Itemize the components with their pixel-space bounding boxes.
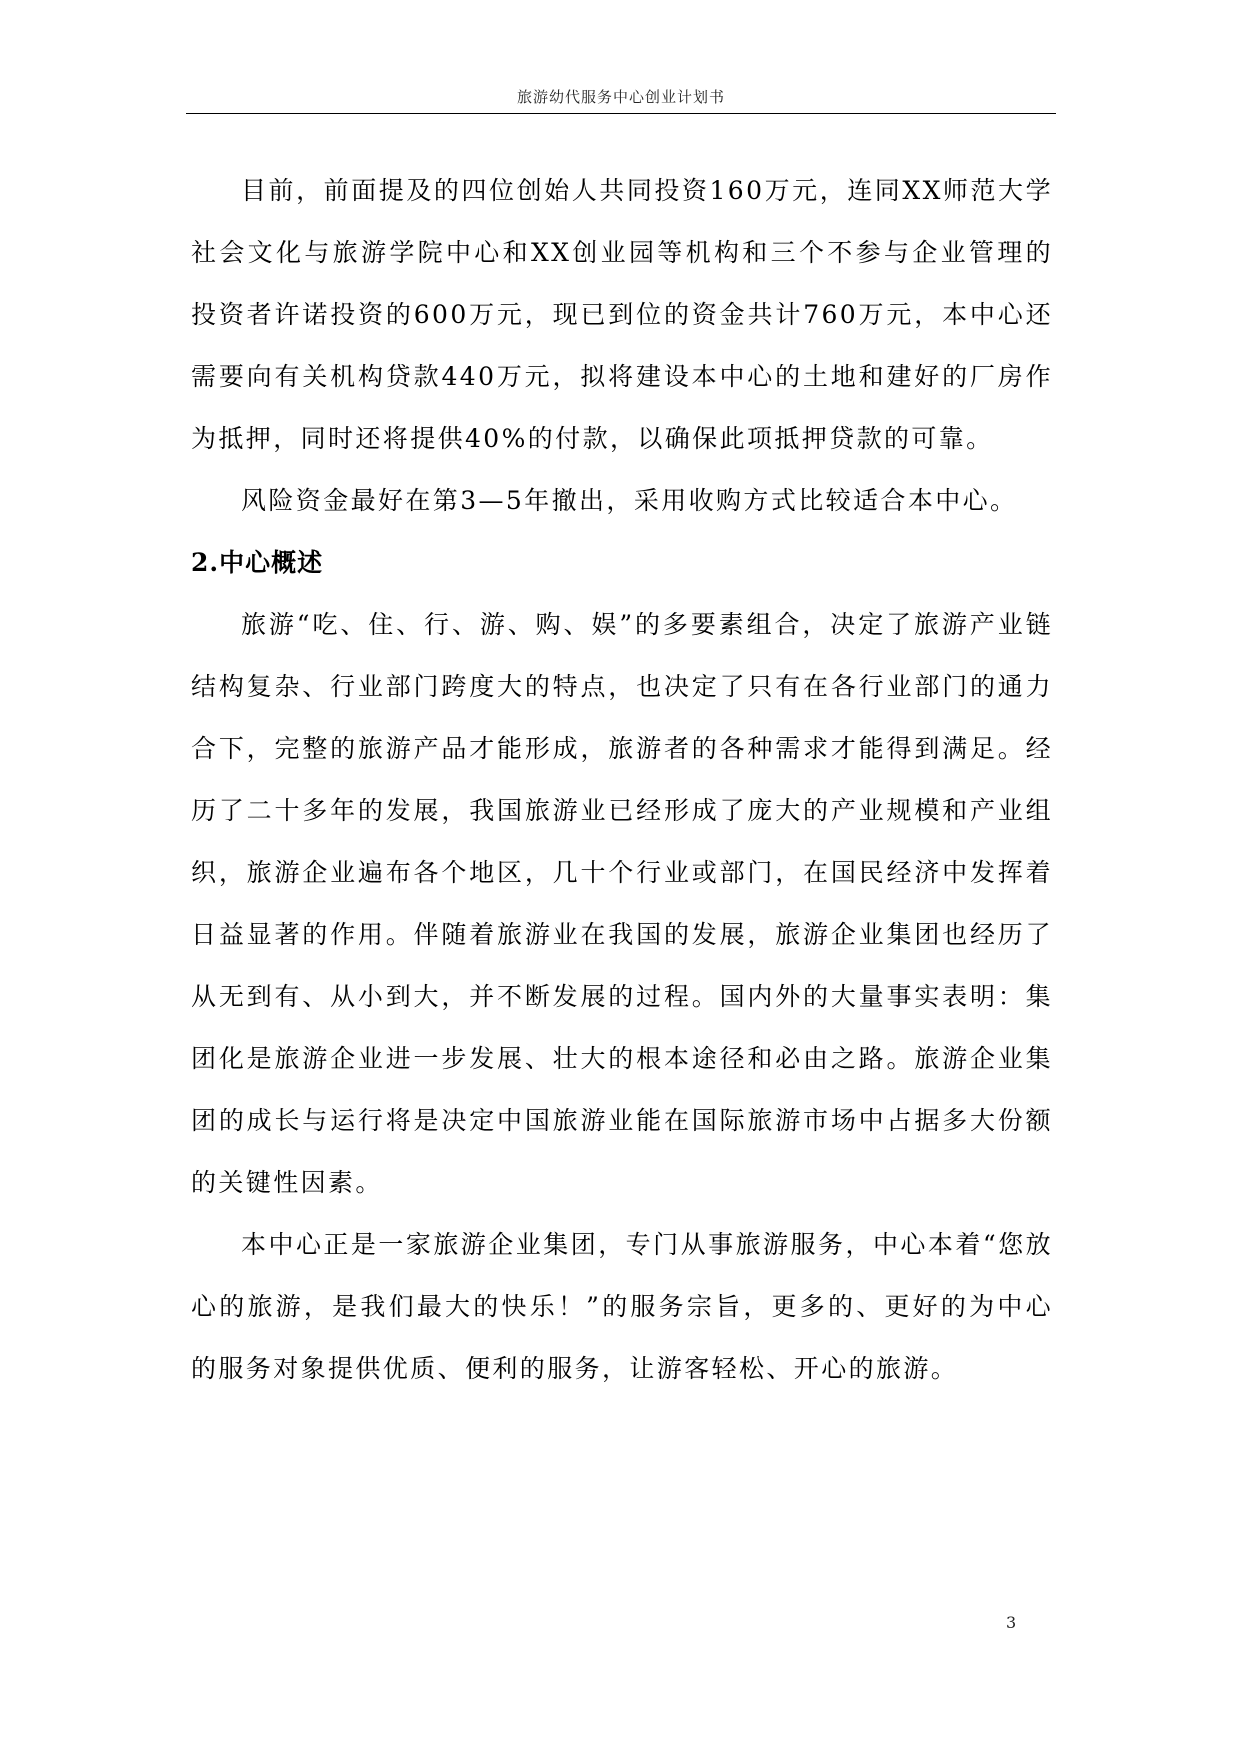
paragraph-risk-capital: 风险资金最好在第3—5年撤出，采用收购方式比较适合本中心。	[241, 486, 1018, 515]
running-header: 旅游幼代服务中心创业计划书	[516, 88, 725, 106]
paragraph-investment: 目前，前面提及的四位创始人共同投资160万元，连同XX师范大学社会文化与旅游学院中心和XX创业园等机构和三个不参与企业管理的投资者许诺投资的600万元，现已到位的资金共计760万元，本中心还需要向有关机构贷款440万元，拟将建设本中心的土地和建好的厂房作为抵押，同时还将提供40%的付款，以确保此项抵押贷款的可靠。	[191, 176, 1053, 453]
paragraph-center-mission: 本中心正是一家旅游企业集团，专门从事旅游服务，中心本着“您放心的旅游，是我们最大的快乐！”的服务宗旨，更多的、更好的为中心的服务对象提供优质、便利的服务，让游客轻松、开心的旅游。	[191, 1230, 1053, 1383]
body-text	[191, 160, 1053, 1400]
header-rule	[186, 113, 1056, 114]
page-number: 3	[1006, 1613, 1017, 1632]
paragraph-industry-overview: 旅游“吃、住、行、游、购、娱”的多要素组合，决定了旅游产业链结构复杂、行业部门跨度大的特点，也决定了只有在各行业部门的通力合下，完整的旅游产品才能形成，旅游者的各种需求才能得到满足。经历了二十多年的发展，我国旅游业已经形成了庞大的产业规模和产业组织，旅游企业遍布各个地区，几十个行业或部门，在国民经济中发挥着日益显著的作用。伴随着旅游业在我国的发展，旅游企业集团也经历了从无到有、从小到大，并不断发展的过程。国内外的大量事实表明：集团化是旅游企业进一步发展、壮大的根本途径和必由之路。旅游企业集团的成长与运行将是决定中国旅游业能在国际旅游市场中占据多大份额的关键性因素。	[191, 610, 1053, 1197]
section-heading: 2.中心概述	[191, 548, 324, 577]
